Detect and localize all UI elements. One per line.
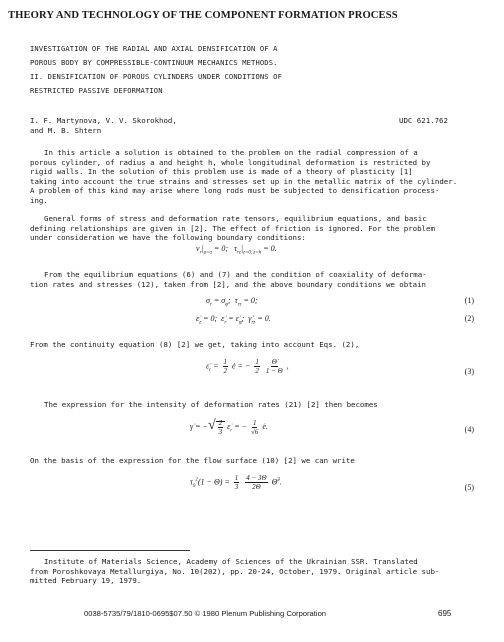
footnote-rule bbox=[30, 550, 190, 551]
general-line-3: under consideration we have the following boundary conditions: bbox=[30, 233, 306, 243]
equation-4: γ̇ = −√ $\frac{2}{3}$ $\varepsiloṅ_r$ = − $\frac{1}{√6}$ ė. bbox=[190, 418, 268, 436]
article-title-line-2: POROUS BODY BY COMPRESSIBLE-CONTINUUM MECHANICS METHODS. bbox=[30, 58, 278, 67]
equilibrium-line-1: From the equilibrium equations (6) and (7) and the condition of coaxiality of deforma- bbox=[44, 270, 427, 279]
intro-line-1: In this article a solution is obtained to the problem on the radial compression of a bbox=[44, 148, 418, 157]
equation-2: $\varepsiloṅ_z = 0$; $\varepsiloṅ_r$ = $\varepsiloṅ_\varphi$; $\gammȧ_{rz} = 0$. bbox=[196, 314, 271, 326]
equation-5: $\tau_0^2(1 - \Theta)$ = $\frac{1}{3}$ $\frac{4 - 3\Theta}{2\Theta}$ Θ̇$^2$. bbox=[190, 474, 282, 491]
authors-line-1: I. F. Martynova, V. V. Skorokhod, bbox=[30, 116, 177, 125]
equation-number-1: (1) bbox=[464, 296, 474, 305]
footnote-line-2: from Poroshkovaya Metallurgiya, No. 10(202), pp. 20-24, October, 1979. Original article sub- bbox=[30, 566, 440, 576]
article-title-line-3: II. DENSIFICATION OF POROUS CYLINDERS UNDER CONDITIONS OF bbox=[30, 72, 282, 81]
section-heading: THEORY AND TECHNOLOGY OF THE COMPONENT FORMATION PROCESS bbox=[8, 10, 398, 21]
page-number: 695 bbox=[438, 609, 452, 618]
copyright-footer: 0038-5735/79/1810-0695$07.50 © 1980 Plenum Publishing Corporation bbox=[84, 609, 327, 618]
intro-line-2: porous cylinder, of radius a and height h, whole longitudinal deformation is restricted by bbox=[30, 157, 431, 167]
intensity-text: The expression for the intensity of deformation rates (21) [2] then becomes bbox=[44, 400, 378, 409]
udc-code: UDC 621.762 bbox=[399, 116, 448, 125]
article-title-line-1: INVESTIGATION OF THE RADIAL AND AXIAL DENSIFICATION OF A bbox=[30, 44, 278, 53]
footnote-line-1: Institute of Materials Science, Academy of Sciences of the Ukrainian SSR. Translated bbox=[44, 557, 418, 566]
equation-number-4: (4) bbox=[464, 425, 474, 434]
equation-number-2: (2) bbox=[464, 314, 474, 323]
footnote-line-3: mitted February 19, 1979. bbox=[30, 576, 142, 586]
intro-line-4: taking into account the true strains and stresses set up in the metallic matrix of the cylinder. bbox=[30, 176, 458, 186]
intro-line-3: rigid walls. In the solution of this problem use is made of a theory of plasticity [1] bbox=[30, 167, 413, 177]
equation-number-3: (3) bbox=[464, 367, 474, 376]
boundary-conditions-equation: $v_r|_{\rho=a} = 0$; $\tau_{rz}|_{z=0, z=h} = 0$. bbox=[196, 244, 277, 256]
article-title-line-4: RESTRICTED PASSIVE DEFORMATION bbox=[30, 86, 163, 95]
equation-1: $\sigma_r = \sigma_\varphi$; $\tau_{rz} = 0$; bbox=[206, 296, 258, 308]
equilibrium-line-2: tion rates and stresses (12), taken from [2], and the above boundary conditions we obtain bbox=[30, 279, 427, 289]
intro-line-5: A problem of this kind may arise where long rods must be subjected to densification process- bbox=[30, 186, 440, 196]
equation-3: $\varepsiloṅ_r$ = $\frac{1}{2}$ ė = − $\frac{1}{2}$ $\frac{\Thetȧ}{1 - \Theta}$ , bbox=[206, 358, 289, 375]
intro-line-6: ing. bbox=[30, 196, 48, 205]
continuity-text: From the continuity equation (8) [2] we get, taking into account Eqs. (2), bbox=[30, 340, 360, 349]
general-line-1: General forms of stress and deformation rate tensors, equilibrium equations, and basic bbox=[44, 214, 427, 223]
authors-line-2: and M. B. Shtern bbox=[30, 126, 102, 135]
general-line-2: defining relationships are given in [2]. The effect of friction is ignored. For the problem bbox=[30, 223, 435, 233]
equation-number-5: (5) bbox=[464, 483, 474, 492]
flow-text: On the basis of the expression for the flow surface (10) [2] we can write bbox=[30, 456, 355, 465]
